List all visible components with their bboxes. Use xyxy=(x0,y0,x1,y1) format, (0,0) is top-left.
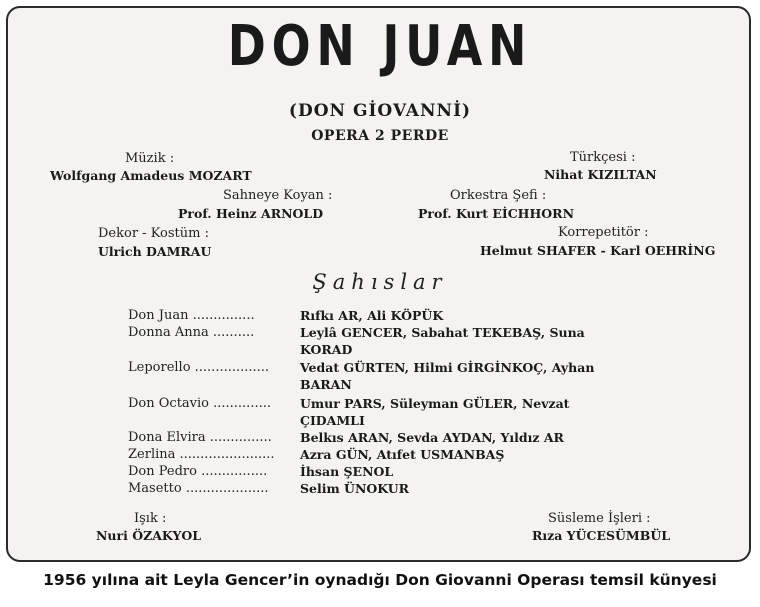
cast-name: Selim ÜNOKUR xyxy=(300,481,409,496)
cast-name: İhsan ŞENOL xyxy=(300,464,394,479)
cast-role: Don Juan ............... xyxy=(128,308,255,323)
opera-acts: OPERA 2 PERDE xyxy=(311,128,449,144)
credit-repetiteur-role: Korrepetitör : xyxy=(558,225,649,240)
cast-role: Zerlina ....................... xyxy=(128,447,275,462)
cast-name-continued: KORAD xyxy=(300,342,353,357)
cast-role: Leporello .................. xyxy=(128,360,270,375)
cast-role: Donna Anna .......... xyxy=(128,325,255,340)
credit-director-role: Sahneye Koyan : xyxy=(223,188,333,203)
credit-decoration-role: Süsleme İşleri : xyxy=(548,511,651,526)
credit-translation-name: Nihat KIZILTAN xyxy=(544,167,657,182)
cast-name: Belkıs ARAN, Sevda AYDAN, Yıldız AR xyxy=(300,430,564,445)
credit-translation-role: Türkçesi : xyxy=(570,150,636,165)
credit-costume-name: Ulrich DAMRAU xyxy=(98,244,212,259)
credit-repetiteur-name: Helmut SHAFER - Karl OEHRİNG xyxy=(480,243,716,258)
image-caption: 1956 yılına ait Leyla Gencer’in oynadığı Don Giovanni Operası temsil künyesi xyxy=(43,571,717,589)
cast-name: Rıfkı AR, Ali KÖPÜK xyxy=(300,308,444,323)
credit-costume-role: Dekor - Kostüm : xyxy=(98,226,209,241)
credit-director-name: Prof. Heinz ARNOLD xyxy=(178,206,324,221)
cast-role: Dona Elvira ............... xyxy=(128,430,272,445)
cast-name: Azra GÜN, Atıfet USMANBAŞ xyxy=(300,447,505,462)
credit-conductor-name: Prof. Kurt EİCHHORN xyxy=(418,206,574,221)
page-title: DON JUAN xyxy=(227,14,533,79)
cast-name-continued: ÇIDAMLI xyxy=(300,413,365,428)
cast-role: Don Pedro ................ xyxy=(128,464,268,479)
cast-name-continued: BARAN xyxy=(300,377,352,392)
cast-name: Leylâ GENCER, Sabahat TEKEBAŞ, Suna xyxy=(300,325,585,340)
credit-lighting-role: Işık : xyxy=(134,511,167,526)
credit-music-name: Wolfgang Amadeus MOZART xyxy=(50,168,252,183)
cast-role: Don Octavio .............. xyxy=(128,396,271,411)
cast-name: Umur PARS, Süleyman GÜLER, Nevzat xyxy=(300,396,570,411)
credit-music-role: Müzik : xyxy=(125,151,175,166)
subtitle: (DON GİOVANNİ) xyxy=(288,101,472,121)
cast-role: Masetto .................... xyxy=(128,481,269,496)
credit-decoration-name: Rıza YÜCESÜMBÜL xyxy=(532,528,671,543)
cast-name: Vedat GÜRTEN, Hilmi GİRGİNKOÇ, Ayhan xyxy=(300,360,595,375)
cast-heading: Şahıslar xyxy=(312,270,448,294)
credit-lighting-name: Nuri ÖZAKYOL xyxy=(96,528,202,543)
credit-conductor-role: Orkestra Şefi : xyxy=(450,188,547,203)
